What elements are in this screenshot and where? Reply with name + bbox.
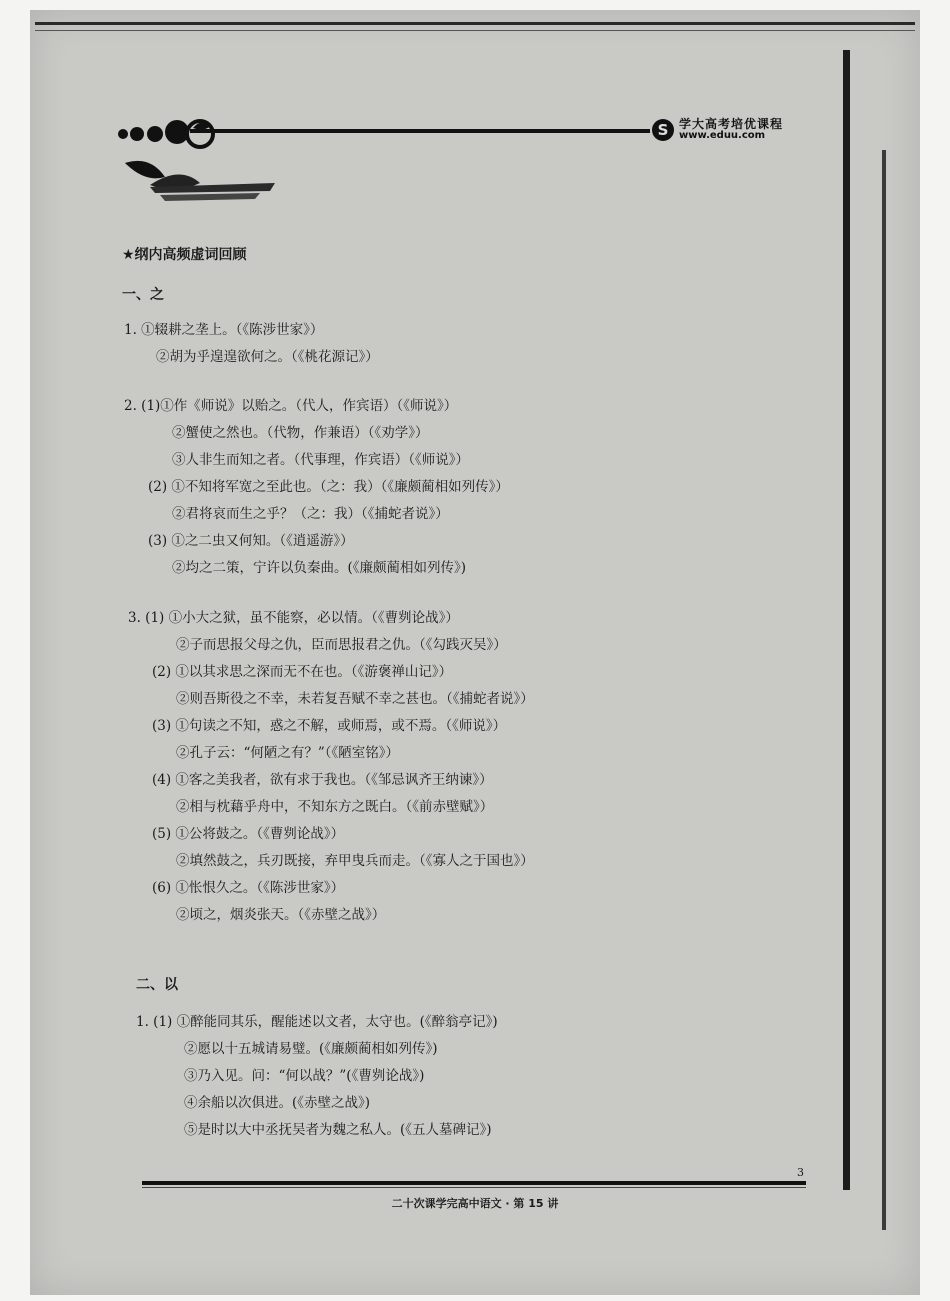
leaf-decoration-icon xyxy=(120,155,280,205)
list-item: 3. (1) ①小大之狱，虽不能察，必以情。（《曹刿论战》） xyxy=(128,610,459,626)
brand-name: 学大高考培优课程 xyxy=(679,117,784,131)
section-heading-zhi: 一、之 xyxy=(122,287,164,303)
list-item: ②子而思报父母之仇，臣而思报君之仇。（《勾践灭吴》） xyxy=(176,637,507,653)
list-item: ③人非生而知之者。（代事理，作宾语）（《师说》） xyxy=(172,452,469,468)
list-item: (3) ①句读之不知，惑之不解，或师焉，或不焉。（《师说》） xyxy=(152,718,507,734)
list-item: ③乃入见。问：“何以战？”(《曹刿论战》) xyxy=(184,1068,425,1084)
list-item: (2) ①不知将军宽之至此也。（之：我）（《廉颇蔺相如列传》） xyxy=(148,479,509,495)
brand-url: www.eduu.com xyxy=(679,130,766,141)
header-rule xyxy=(190,129,650,133)
top-border-line xyxy=(35,22,915,25)
dots-decoration-icon xyxy=(115,116,225,156)
list-item: 1. ①辍耕之垄上。（《陈涉世家》） xyxy=(124,322,324,338)
list-item: (3) ①之二虫又何知。（《逍遥游》） xyxy=(148,533,354,549)
list-item: ⑤是时以大中丞抚吴者为魏之私人。(《五人墓碑记》) xyxy=(184,1122,492,1138)
list-item: ②填然鼓之，兵刃既接，弃甲曳兵而走。（《寡人之于国也》） xyxy=(176,853,534,869)
page-number: 3 xyxy=(797,1166,804,1179)
list-item: ②孔子云：“何陋之有？”（《陋室铭》） xyxy=(176,745,400,761)
top-border-thin-line xyxy=(35,30,915,31)
list-item: (6) ①怅恨久之。（《陈涉世家》） xyxy=(152,880,345,896)
right-edge-shadow xyxy=(882,150,886,1230)
footer-rule xyxy=(142,1181,806,1185)
section-heading-yi: 二、以 xyxy=(136,977,178,993)
footer-thin-rule xyxy=(142,1187,806,1188)
list-item: ②顷之，烟炎张天。（《赤壁之战》） xyxy=(176,907,386,923)
list-item: ②胡为乎遑遑欲何之。（《桃花源记》） xyxy=(156,349,379,365)
list-item: ②君将哀而生之乎？（之：我）（《捕蛇者说》） xyxy=(172,506,449,522)
list-item: (2) ①以其求思之深而无不在也。（《游褒禅山记》） xyxy=(152,664,453,680)
list-item: ④余船以次俱进。(《赤壁之战》) xyxy=(184,1095,371,1111)
list-item: ②则吾斯役之不幸，未若复吾赋不幸之甚也。（《捕蛇者说》） xyxy=(176,691,534,707)
brand-s-icon: S xyxy=(652,119,674,141)
list-item: (5) ①公将鼓之。（《曹刿论战》） xyxy=(152,826,345,842)
list-item: ②均之二策，宁许以负秦曲。(《廉颇蔺相如列传》) xyxy=(172,560,467,576)
list-item: 1. (1) ①醉能同其乐，醒能述以文者，太守也。(《醉翁亭记》) xyxy=(136,1014,498,1030)
page-title: ★纲内高频虚词回顾 xyxy=(122,247,247,263)
footer-course-text: 二十次课学完高中语文 · 第 15 讲 xyxy=(391,1197,559,1210)
list-item: (4) ①客之美我者，欲有求于我也。（《邹忌讽齐王纳谏》） xyxy=(152,772,493,788)
right-margin-bar xyxy=(843,50,850,1190)
brand-logo xyxy=(652,118,783,142)
list-item: 2. (1)①作《师说》以贻之。（代人，作宾语）（《师说》） xyxy=(124,398,458,414)
list-item: ②愿以十五城请易璧。(《廉颇蔺相如列传》) xyxy=(184,1041,438,1057)
list-item: ②相与枕藉乎舟中，不知东方之既白。（《前赤壁赋》） xyxy=(176,799,494,815)
list-item: ②蟹使之然也。（代物，作兼语）（《劝学》） xyxy=(172,425,429,441)
